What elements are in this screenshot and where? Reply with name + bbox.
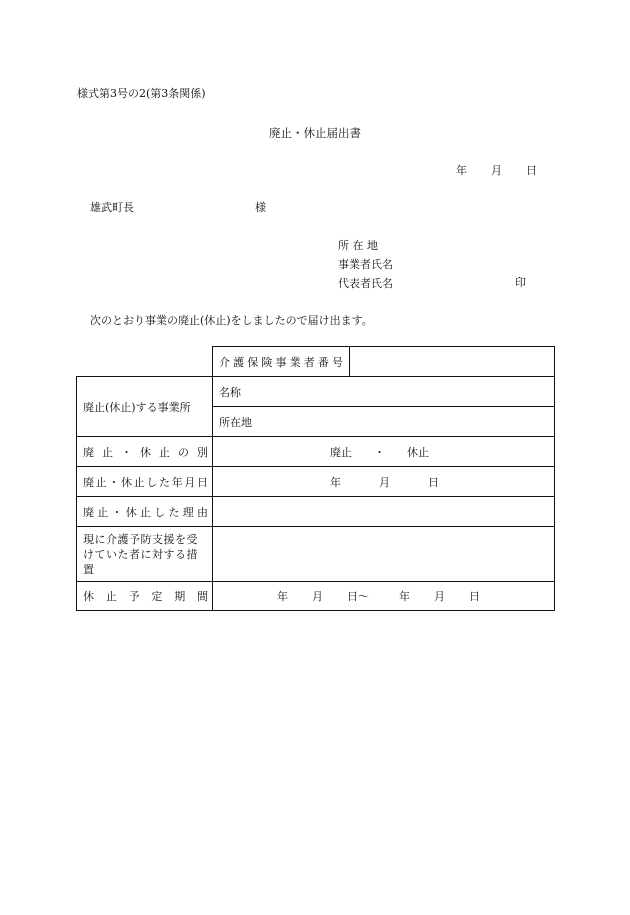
period-year-start: 年 [277, 590, 288, 603]
office-label: 廃止(休止)する事業所 [77, 377, 213, 437]
type-option-abolish[interactable]: 廃止 [330, 445, 352, 459]
period-month-start: 月 [312, 590, 323, 603]
seal-mark: 印 [515, 276, 526, 289]
reason-field[interactable] [213, 497, 555, 527]
office-location-field[interactable] [213, 407, 555, 437]
date-label: 廃止・休止した年月日 [77, 467, 213, 497]
business-name-label: 事業者氏名 [338, 258, 393, 271]
provider-number-field[interactable] [350, 347, 555, 377]
period-day-end: 日 [469, 590, 480, 603]
office-location-label: 所在地 [219, 415, 252, 429]
table-row [77, 527, 555, 582]
blank-corner-cell [77, 347, 213, 377]
measures-field[interactable] [213, 527, 555, 582]
reason-label: 廃止・休止した理由 [77, 497, 213, 527]
period-label: 休止予定期間 [77, 582, 213, 611]
intro-text: 次のとおり事業の廃止(休止)をしましたので届け出ます。 [90, 314, 373, 327]
period-field[interactable] [213, 582, 555, 611]
period-year-end: 年 [399, 590, 410, 603]
notification-table [76, 346, 555, 611]
period-month-end: 月 [434, 590, 445, 603]
table-row [77, 467, 555, 497]
table-row [77, 582, 555, 611]
document-title: 廃止・休止届出書 [269, 126, 361, 140]
submission-date [456, 162, 537, 178]
period-day-start: 日～ [347, 590, 369, 603]
provider-number-label: 介護保険事業者番号 [213, 347, 350, 377]
type-options[interactable] [213, 437, 555, 467]
measures-label: 現に介護予防支援を受けていた者に対する措置 [77, 527, 213, 582]
type-separator: ・ [374, 445, 385, 459]
representative-name-label: 代表者氏名 [338, 277, 393, 290]
table-row [77, 347, 555, 377]
addressee-name: 雄武町長 [90, 201, 134, 214]
type-option-suspend[interactable]: 休止 [407, 445, 429, 459]
date-field[interactable] [213, 467, 555, 497]
date-day-label: 日 [526, 164, 537, 177]
applicant-block [338, 236, 393, 293]
applicant-address-label: 所 在 地 [338, 239, 378, 252]
date-month-label: 月 [491, 164, 502, 177]
date-field-month: 月 [379, 475, 390, 489]
office-name-field[interactable] [213, 377, 555, 407]
date-field-day: 日 [428, 475, 439, 489]
form-number: 様式第3号の2(第3条関係) [77, 87, 206, 100]
table-row [77, 437, 555, 467]
office-name-label: 名称 [219, 385, 241, 399]
date-year-label: 年 [456, 164, 467, 177]
table-row [77, 377, 555, 407]
addressee-honorific: 様 [255, 201, 266, 214]
type-label: 廃止・休止の別 [77, 437, 213, 467]
date-field-year: 年 [330, 475, 341, 489]
table-row [77, 497, 555, 527]
